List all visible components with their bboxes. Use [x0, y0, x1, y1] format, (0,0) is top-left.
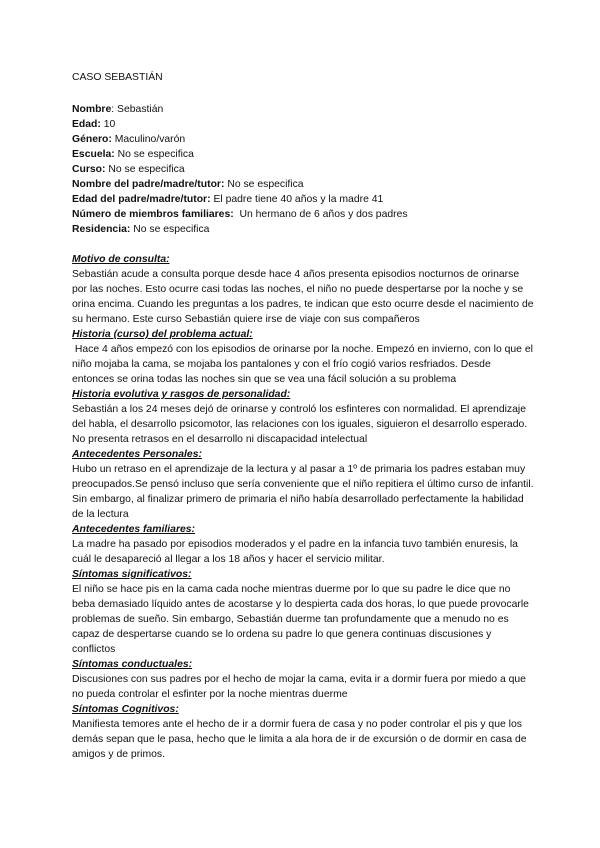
- field-value: El padre tiene 40 años y la madre 41: [213, 194, 384, 205]
- field-label: Género:: [72, 134, 112, 145]
- section-body: El niño se hace pis en la cama cada noche mientras duerme por lo que su padre le dice que no beba demasiado líquido antes de acostarse y lo despierta cada dos horas, lo que puede provocarle problemas de sueño. Sin embargo, Sebastián duerme tan profundamente que a menudo no es capaz de despertarse cuando se lo ordena su padre lo que genera continuas discusiones y conflictos: [72, 584, 529, 655]
- section-body: Discusiones con sus padres por el hecho de mojar la cama, evita ir a dormir fuera por miedo a que no pueda controlar el esfinter por la noche mientras duerme: [72, 674, 526, 700]
- section-body: La madre ha pasado por episodios moderados y el padre en la infancia tuvo también enuresis, la cuál le desapareció al llegar a los 18 años y hacer el servicio militar.: [72, 539, 518, 565]
- section-heading: Síntomas significativos:: [72, 569, 192, 580]
- document-title: CASO SEBASTIÁN: [72, 72, 163, 83]
- field-residencia: [72, 222, 534, 237]
- field-value: Maculino/varón: [114, 134, 186, 145]
- field-curso: [72, 162, 534, 177]
- field-label: Número de miembros familiares:: [72, 209, 234, 220]
- field-value: No se especifica: [108, 164, 185, 175]
- section-heading: Síntomas conductuales:: [72, 659, 193, 670]
- field-value: No se especifica: [227, 179, 304, 190]
- section-body: Sebastián acude a consulta porque desde hace 4 años presenta episodios nocturnos de orinarse por las noches. Esto ocurre casi todas las noches, el niño no puede despertarse por la noche y se orina encima. Cuando les preguntas a los padres, te indican que esto ocurre desde el nacimiento de su hermano. Este curso Sebastián quiere irse de viaje con sus compañeros: [72, 269, 534, 325]
- section-body: Hubo un retraso en el aprendizaje de la lectura y al pasar a 1º de primaria los padres estaban muy preocupados.Se pensó incluso que sería conveniente que el niño repitiera el último curso de infantil. Sin embargo, al finalizar primero de primaria el niño había desarrollado perfectamente la habilidad de la lectura: [72, 464, 534, 520]
- field-value: Un hermano de 6 años y dos padres: [239, 209, 408, 220]
- section-heading: Síntomas Cognitivos:: [72, 704, 179, 715]
- field-nombre: [72, 102, 534, 117]
- field-label: Edad:: [72, 119, 101, 130]
- field-label: Nombre del padre/madre/tutor:: [72, 179, 225, 190]
- field-miembros-familiares: [72, 207, 534, 222]
- field-escuela: [72, 147, 534, 162]
- section-antecedentes-familiares: [72, 522, 534, 567]
- section-historia-evolutiva: [72, 387, 534, 447]
- section-body: Manifiesta temores ante el hecho de ir a dormir fuera de casa y no poder controlar el pis y que los demás sepan que le pasa, hecho que le limita a ala hora de ir de excursión o de dormir en casa de amigos y de primos.: [72, 719, 527, 760]
- field-value: No se especifica: [117, 149, 194, 160]
- field-edad: [72, 117, 534, 132]
- field-nombre-padre: [72, 177, 534, 192]
- section-heading: Antecedentes familiares:: [72, 524, 196, 535]
- section-sintomas-significativos: [72, 567, 534, 657]
- field-label: Nombre: [72, 104, 112, 115]
- section-heading: Antecedentes Personales:: [72, 449, 202, 460]
- section-heading: Historia evolutiva y rasgos de personalidad:: [72, 389, 291, 400]
- case-fields: [72, 102, 534, 237]
- field-label: Curso:: [72, 164, 106, 175]
- field-label: Edad del padre/madre/tutor:: [72, 194, 211, 205]
- section-heading: Historia (curso) del problema actual:: [72, 329, 253, 340]
- section-heading: Motivo de consulta:: [72, 254, 170, 265]
- field-value: No se especifica: [133, 224, 210, 235]
- field-value: Sebastián: [117, 104, 164, 115]
- field-label: Escuela:: [72, 149, 115, 160]
- section-historia-problema: [72, 327, 534, 387]
- section-motivo-consulta: [72, 252, 534, 327]
- field-edad-padre: [72, 192, 534, 207]
- section-body: Hace 4 años empezó con los episodios de orinarse por la noche. Empezó en invierno, con lo que el niño mojaba la cama, se mojaba los pantalones y con el frío cogió varios resfriados. Desde entonces se orina todas las noches sin que se vea una fácil solución a su problema: [72, 344, 536, 385]
- field-label: Residencia:: [72, 224, 131, 235]
- section-antecedentes-personales: [72, 447, 534, 522]
- field-separator: :: [111, 104, 118, 115]
- field-genero: [72, 132, 534, 147]
- document-page: [72, 70, 534, 762]
- section-body: Sebastián a los 24 meses dejó de orinarse y controló los esfinteres con normalidad. El aprendizaje del habla, el desarrollo psicomotor, las relaciones con los iguales, siguieron el desarrollo esperado. No presenta retrasos en el desarrollo ni discapacidad intelectual: [72, 404, 528, 445]
- section-sintomas-conductuales: [72, 657, 534, 702]
- field-value: 10: [103, 119, 116, 130]
- section-sintomas-cognitivos: [72, 702, 534, 762]
